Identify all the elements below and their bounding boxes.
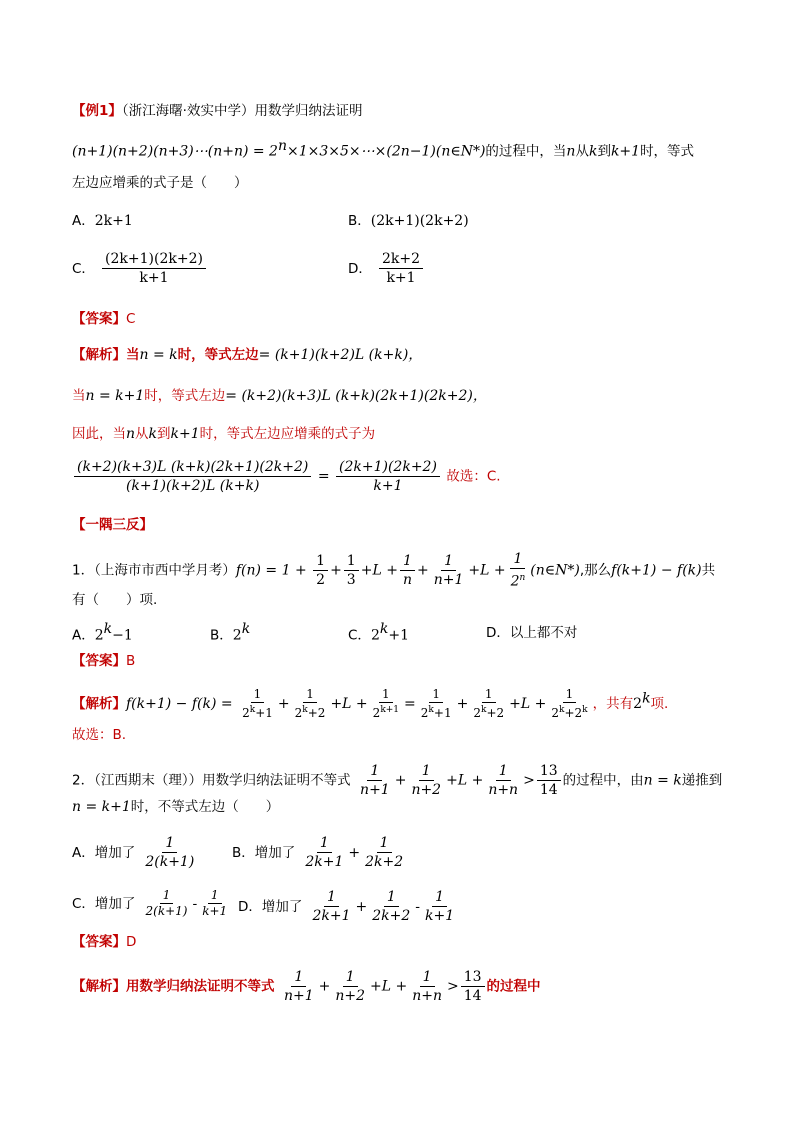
option-d-fraction: $\frac{2k+2}{k+1}$ xyxy=(379,250,423,287)
ex1-option-c xyxy=(72,250,208,287)
example1-heading xyxy=(72,101,746,121)
choice-conclusion: 故选：C. xyxy=(446,468,501,485)
q2-option-c: C．增加了 $\frac{1}{2(k+1)}$ - $\frac{1}{k+1}$ xyxy=(72,888,228,918)
example1-stem-line2 xyxy=(72,136,746,162)
ex1-answer xyxy=(72,309,746,329)
option-d-label: D． xyxy=(348,261,372,277)
q1-option-c: C．$2^k+1$ xyxy=(348,621,409,644)
q2-option-d: D．增加了 $\frac{1}{2k+1}$ + $\frac{1}{2k+2}$ - $\frac{1}{k+1}$ xyxy=(238,889,455,924)
q2-answer: 【答案】D xyxy=(72,934,137,950)
equation-right-b: ×1×3×5×⋯×(2n−1)(n∈N*) xyxy=(287,143,486,160)
ex1-analysis-line4: $\frac{(k+2)(k+3)L (k+k)(2k+1)(2k+2)}{(k+1)(k+2)L (k+k)}$ = $\frac{(2k+1)(2k+2)}{k+1}$ 故选：C. xyxy=(72,458,746,495)
option-b-label: B． xyxy=(348,213,371,229)
ex1-option-b xyxy=(348,209,469,229)
q1-option-d: D．以上都不对 xyxy=(486,625,578,641)
q1-analysis-line1: 【解析】f(k+1) − f(k) = $\frac{1}{2^k+1}$ + $\frac{1}{2^k+2}$ +L + $\frac{1}{2^{k+1}}$ = $\frac{1}{2^k+1}$ + $\frac{1}{2^k+2}$ +L + $\frac{1}{2^k+2^k}$ ，共有2$^k$项. xyxy=(72,687,669,720)
q1-stem-line1: 1．（上海市市西中学月考）f(n) = 1 + $\frac{1}{2}$ + $\frac{1}{3}$ +L + $\frac{1}{n}$ + $\frac{1}{n+1}$ +L + $\frac{1}{2^n}$ (n∈N*),那么f(k+1) − f(k)共 xyxy=(72,551,716,590)
ex1-analysis-line2: 当n = k+1时，等式左边= (k+2)(k+3)L (k+k)(2k+1)(2k+2)， xyxy=(72,388,487,404)
example-tag: 【例1】 xyxy=(72,103,122,119)
ratio-fraction: $\frac{(k+2)(k+3)L (k+k)(2k+1)(2k+2)}{(k+1)(k+2)L (k+k)}$ xyxy=(74,458,311,495)
stem-from: 从 xyxy=(575,143,589,160)
example1-stem-line3: 左边应增乘的式子是（ ） xyxy=(72,175,248,191)
example-source: （浙江海曙·效实中学）用数学归纳法证明 xyxy=(121,103,363,119)
option-a-text: 2k+1 xyxy=(94,213,133,229)
q2-lead: 2．（江西期末（理））用数学归纳法证明不等式 xyxy=(72,772,351,789)
ex1-option-a xyxy=(72,209,133,229)
q1-lead: 1．（上海市市西中学月考） xyxy=(72,562,236,579)
q1-conclusion: 故选：B. xyxy=(72,727,127,743)
var-n: n xyxy=(566,143,576,160)
q2-stem-line1: 2．（江西期末（理））用数学归纳法证明不等式 $\frac{1}{n+1}$ + $\frac{1}{n+2}$ +L + $\frac{1}{n+n}$ > $\frac{13}{14}$ 的过程中，由n = k递推到 xyxy=(72,763,723,798)
q2-stem-line2: n = k+1时，不等式左边（ ） xyxy=(72,799,280,815)
stem-to: 到 xyxy=(597,143,611,160)
answer-tag: 【答案】 xyxy=(72,311,126,327)
analysis-tag: 【解析】 xyxy=(72,347,126,363)
option-a-label: A． xyxy=(72,213,95,229)
stem-tail-a: 的过程中，当 xyxy=(485,143,567,160)
result-fraction: $\frac{(2k+1)(2k+2)}{k+1}$ xyxy=(336,458,440,495)
option-c-fraction: $\frac{(2k+1)(2k+2)}{k+1}$ xyxy=(102,250,206,287)
option-b-text: (2k+1)(2k+2) xyxy=(370,213,469,229)
option-c-label: C． xyxy=(72,261,95,277)
q1-answer: 【答案】B xyxy=(72,653,136,669)
section-title: 【一隅三反】 xyxy=(72,517,153,533)
equation-right-sup: n xyxy=(277,138,287,154)
answer-value: C xyxy=(126,311,136,327)
ex1-analysis-line1: 【解析】当n = k时，等式左边= (k+1)(k+2)L (k+k)， xyxy=(72,347,423,363)
equation-right-a: = 2 xyxy=(252,143,278,160)
stem-tail-b: 时，等式 xyxy=(640,143,695,160)
q1-stem-line2: 有（ ）项. xyxy=(72,592,158,608)
ex1-analysis-line3: 因此，当n从k到k+1时，等式左边应增乘的式子为 xyxy=(72,426,376,442)
q2-option-a: A．增加了 $\frac{1}{2(k+1)}$ xyxy=(72,835,195,870)
q1-option-a: A．$2^k-1$ xyxy=(72,621,133,644)
equation-left: (n+1)(n+2)(n+3)⋯(n+n) xyxy=(72,143,249,160)
q2-option-b: B．增加了 $\frac{1}{2k+1}$ + $\frac{1}{2k+2}$ xyxy=(232,835,404,870)
q1-option-b: B．2$^k$ xyxy=(210,621,251,644)
q2-analysis-line1: 【解析】用数学归纳法证明不等式 $\frac{1}{n+1}$ + $\frac{1}{n+2}$ +L + $\frac{1}{n+n}$ > $\frac{13}{14}$ 的过程中 xyxy=(72,969,541,1004)
var-k1: k+1 xyxy=(610,143,641,160)
ex1-option-d xyxy=(348,250,425,287)
var-k: k xyxy=(588,143,598,160)
